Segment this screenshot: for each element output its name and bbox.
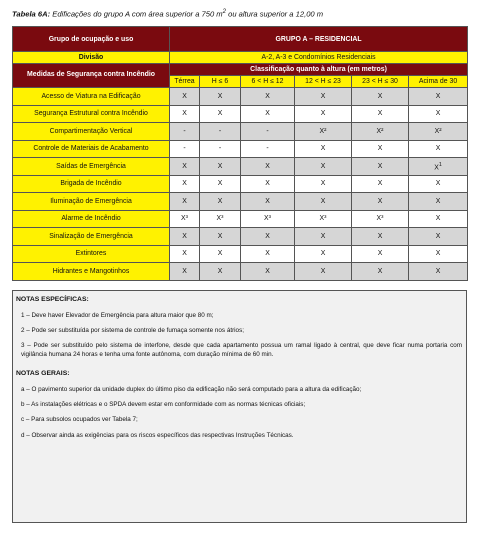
- requirement-value: X: [377, 250, 383, 258]
- requirement-cell: [352, 140, 409, 158]
- table-row: [13, 263, 468, 281]
- requirement-cell: [409, 123, 468, 141]
- general-notes-title: NOTAS GERAIS:: [16, 370, 70, 378]
- requirement-value: X: [265, 250, 270, 258]
- measure-name: Saídas de Emergência: [13, 158, 170, 176]
- height-column-header: 6 < H ≤ 12: [241, 76, 295, 88]
- requirement-cell: [200, 123, 241, 141]
- requirement-cell: [200, 210, 241, 228]
- requirement-cell: [295, 193, 352, 211]
- specific-notes-list: [13, 311, 466, 360]
- table-row: [13, 140, 468, 158]
- measure-name: Acesso de Viatura na Edificação: [13, 88, 170, 106]
- requirement-cell: [409, 105, 468, 123]
- requirement-value: X: [320, 197, 326, 205]
- height-column-header: Térrea: [170, 76, 200, 88]
- requirement-cell: [170, 263, 200, 281]
- division-row: [13, 52, 468, 64]
- requirement-cell: [352, 105, 409, 123]
- requirement-value: X: [435, 180, 441, 188]
- requirement-value: X: [265, 180, 270, 188]
- requirement-value: X: [265, 110, 270, 118]
- measure-name: Hidrantes e Mangotinhos: [13, 263, 170, 281]
- requirement-value: -: [266, 127, 269, 135]
- requirement-value: X: [265, 232, 270, 240]
- height-column-header: 12 < H ≤ 23: [295, 76, 352, 88]
- requirement-cell: [241, 210, 295, 228]
- table-body: [13, 88, 468, 281]
- requirement-value: X: [217, 180, 223, 188]
- requirement-cell: [241, 123, 295, 141]
- requirement-value: X: [217, 267, 223, 275]
- requirement-value: X: [435, 145, 441, 153]
- requirement-cell: [409, 263, 468, 281]
- table-row: [13, 193, 468, 211]
- requirement-value: X: [182, 197, 187, 205]
- measure-name: Controle de Materiais de Acabamento: [13, 140, 170, 158]
- requirement-value: X: [320, 250, 326, 258]
- requirement-value: X²: [376, 127, 384, 135]
- requirement-value: X: [435, 267, 441, 275]
- requirement-cell: [200, 175, 241, 193]
- requirement-value: X: [320, 92, 326, 100]
- measure-name: Segurança Estrutural contra Incêndio: [13, 105, 170, 123]
- general-notes-list: [13, 385, 466, 440]
- requirement-value: X: [265, 92, 270, 100]
- requirement-value: X: [435, 197, 441, 205]
- measure-name: Compartimentação Vertical: [13, 123, 170, 141]
- table-row: [13, 245, 468, 263]
- requirement-value: X³: [216, 215, 224, 223]
- table-caption: [12, 9, 472, 19]
- requirement-cell: [295, 123, 352, 141]
- group-row: [13, 27, 468, 52]
- requirement-value: X: [435, 215, 441, 223]
- requirement-cell: [409, 140, 468, 158]
- requirement-value: X: [217, 197, 223, 205]
- requirement-cell: [170, 123, 200, 141]
- requirement-cell: [409, 193, 468, 211]
- requirement-cell: [170, 193, 200, 211]
- requirement-value: X: [320, 180, 326, 188]
- specific-notes-title: NOTAS ESPECÍFICAS:: [16, 296, 89, 303]
- requirement-cell: [352, 158, 409, 176]
- caption-label: Tabela 6A:: [12, 9, 51, 19]
- height-column-header: Acima de 30: [409, 76, 468, 88]
- requirement-cell: [352, 123, 409, 141]
- requirement-cell: [241, 263, 295, 281]
- requirement-value: X: [182, 162, 187, 170]
- requirement-value: X: [435, 232, 441, 240]
- requirement-value: X³: [319, 215, 327, 223]
- requirement-cell: [352, 175, 409, 193]
- note-item: c – Para subsolos ocupados ver Tabela 7;: [21, 416, 138, 424]
- requirement-value: X: [320, 162, 326, 170]
- requirement-value: X: [182, 250, 187, 258]
- requirement-cell: [200, 193, 241, 211]
- requirement-cell: [295, 228, 352, 246]
- requirement-value: -: [218, 127, 222, 135]
- requirement-value: X: [377, 110, 383, 118]
- requirement-cell: [295, 105, 352, 123]
- requirement-value: -: [183, 127, 186, 135]
- requirement-cell: [241, 175, 295, 193]
- table-row: [13, 175, 468, 193]
- classification-row: [13, 64, 468, 76]
- requirement-cell: [200, 158, 241, 176]
- requirement-cell: [352, 210, 409, 228]
- requirement-cell: [200, 228, 241, 246]
- requirement-value: X: [377, 145, 383, 153]
- requirement-value: X: [435, 250, 441, 258]
- note-item: b – As instalações elétricas e o SPDA devem estar em conformidade com as normas técnicas oficiais;: [21, 401, 306, 409]
- requirement-value: X: [265, 197, 270, 205]
- requirement-value: X: [377, 197, 383, 205]
- requirement-cell: [170, 175, 200, 193]
- requirement-cell: [352, 263, 409, 281]
- division-value: A-2, A-3 e Condomínios Residenciais: [170, 52, 468, 64]
- requirement-value: X: [320, 110, 326, 118]
- table-row: [13, 158, 468, 176]
- requirement-value: X: [217, 232, 223, 240]
- requirement-cell: [170, 245, 200, 263]
- requirement-value: X: [265, 267, 270, 275]
- requirement-cell: [409, 175, 468, 193]
- requirement-cell: [241, 193, 295, 211]
- height-column-header: H ≤ 6: [200, 76, 241, 88]
- requirement-cell: [170, 210, 200, 228]
- table-row: [13, 123, 468, 141]
- height-column-header: 23 < H ≤ 30: [352, 76, 409, 88]
- note-item: 2 – Pode ser substituída por sistema de controle de fumaça somente nos átrios;: [21, 326, 244, 334]
- requirement-cell: [170, 228, 200, 246]
- requirement-value: X: [217, 250, 223, 258]
- table-row: [13, 210, 468, 228]
- requirement-value: X³: [264, 215, 271, 223]
- requirement-cell: [200, 245, 241, 263]
- requirement-value: X: [217, 162, 223, 170]
- requirement-cell: [295, 88, 352, 106]
- note-item: 1 – Deve haver Elevador de Emergência para altura maior que 80 m;: [21, 311, 214, 319]
- requirement-value: X: [435, 110, 441, 118]
- requirement-value: X: [377, 92, 383, 100]
- note-item: d – Observar ainda as exigências para os riscos específicos das respectivas Instruções Técnicas.: [21, 431, 294, 439]
- requirement-value: X: [320, 267, 326, 275]
- requirement-value: X: [217, 110, 223, 118]
- measures-label: Medidas de Segurança contra Incêndio: [13, 64, 170, 88]
- requirement-cell: [200, 88, 241, 106]
- requirement-value: X²: [434, 127, 442, 135]
- measure-name: Sinalização de Emergência: [13, 228, 170, 246]
- requirement-cell: [170, 140, 200, 158]
- requirement-value: X: [434, 163, 439, 171]
- requirement-cell: [409, 210, 468, 228]
- requirement-value: X: [377, 267, 383, 275]
- requirement-cell: [200, 140, 241, 158]
- requirement-cell: [352, 245, 409, 263]
- requirement-value: X²: [319, 127, 327, 135]
- requirement-cell: [241, 88, 295, 106]
- requirement-cell: [409, 88, 468, 106]
- requirement-value: X: [182, 110, 187, 118]
- requirement-cell: [295, 140, 352, 158]
- division-label: Divisão: [13, 52, 170, 64]
- measure-name: Extintores: [13, 245, 170, 263]
- requirement-cell: [409, 228, 468, 246]
- caption-text-after: ou altura superior a 12,00 m: [225, 9, 324, 19]
- group-label: Grupo de ocupação e uso: [13, 27, 170, 52]
- requirement-cell: [200, 263, 241, 281]
- requirement-value: X: [320, 232, 326, 240]
- requirement-value: X: [265, 162, 270, 170]
- requirement-cell: [295, 245, 352, 263]
- table-row: [13, 105, 468, 123]
- requirement-cell: [295, 210, 352, 228]
- requirement-value: -: [218, 145, 222, 153]
- table-row: [13, 228, 468, 246]
- requirement-value: X: [377, 162, 383, 170]
- requirement-value: X: [377, 232, 383, 240]
- requirement-cell: [295, 175, 352, 193]
- requirement-value: X: [435, 92, 441, 100]
- caption-text: Edificações do grupo A com área superior a 750 m: [52, 9, 223, 19]
- requirement-value: X: [182, 180, 187, 188]
- measure-name: Brigada de Incêndio: [13, 175, 170, 193]
- requirement-value: X: [320, 145, 326, 153]
- caption-sup: 2: [222, 9, 226, 15]
- requirement-cell: [409, 158, 468, 176]
- group-value: GRUPO A – RESIDENCIAL: [170, 27, 468, 52]
- measure-name: Alarme de Incêndio: [13, 210, 170, 228]
- classification-label: Classificação quanto à altura (em metros): [170, 64, 468, 76]
- requirement-value: X³: [181, 215, 188, 223]
- requirement-cell: [170, 88, 200, 106]
- requirement-cell: [352, 193, 409, 211]
- requirement-value: X³: [376, 215, 384, 223]
- requirement-value: X: [377, 180, 383, 188]
- requirement-cell: [170, 105, 200, 123]
- requirement-value: -: [183, 145, 186, 153]
- requirement-cell: [352, 228, 409, 246]
- requirement-cell: [200, 105, 241, 123]
- requirement-cell: [241, 228, 295, 246]
- measures-table: [12, 26, 468, 281]
- requirement-value: X: [182, 267, 187, 275]
- requirement-value: X: [217, 92, 223, 100]
- requirement-cell: [241, 158, 295, 176]
- note-item: 3 – Pode ser substituído pelo sistema de interfone, desde que cada apartamento possua um ramal ligado à central, que deve ficar numa portaria com vigilância humana 24 horas e tenha uma fonte autônoma, com duração mínima de 60 min.: [21, 342, 462, 359]
- footnote-marker: 1: [438, 161, 442, 168]
- note-item: a – O pavimento superior da unidade duplex do último piso da edificação não será computado para a altura da edificação;: [21, 386, 362, 394]
- requirement-value: -: [266, 145, 269, 153]
- requirement-cell: [241, 105, 295, 123]
- requirement-cell: [409, 245, 468, 263]
- requirement-value: X: [182, 92, 187, 100]
- requirement-value: X: [182, 232, 187, 240]
- requirement-cell: [295, 158, 352, 176]
- requirement-cell: [352, 88, 409, 106]
- requirement-cell: [241, 245, 295, 263]
- notes-panel: [12, 290, 467, 523]
- measure-name: Iluminação de Emergência: [13, 193, 170, 211]
- requirement-cell: [241, 140, 295, 158]
- table-row: [13, 88, 468, 106]
- requirement-cell: [170, 158, 200, 176]
- requirement-cell: [295, 263, 352, 281]
